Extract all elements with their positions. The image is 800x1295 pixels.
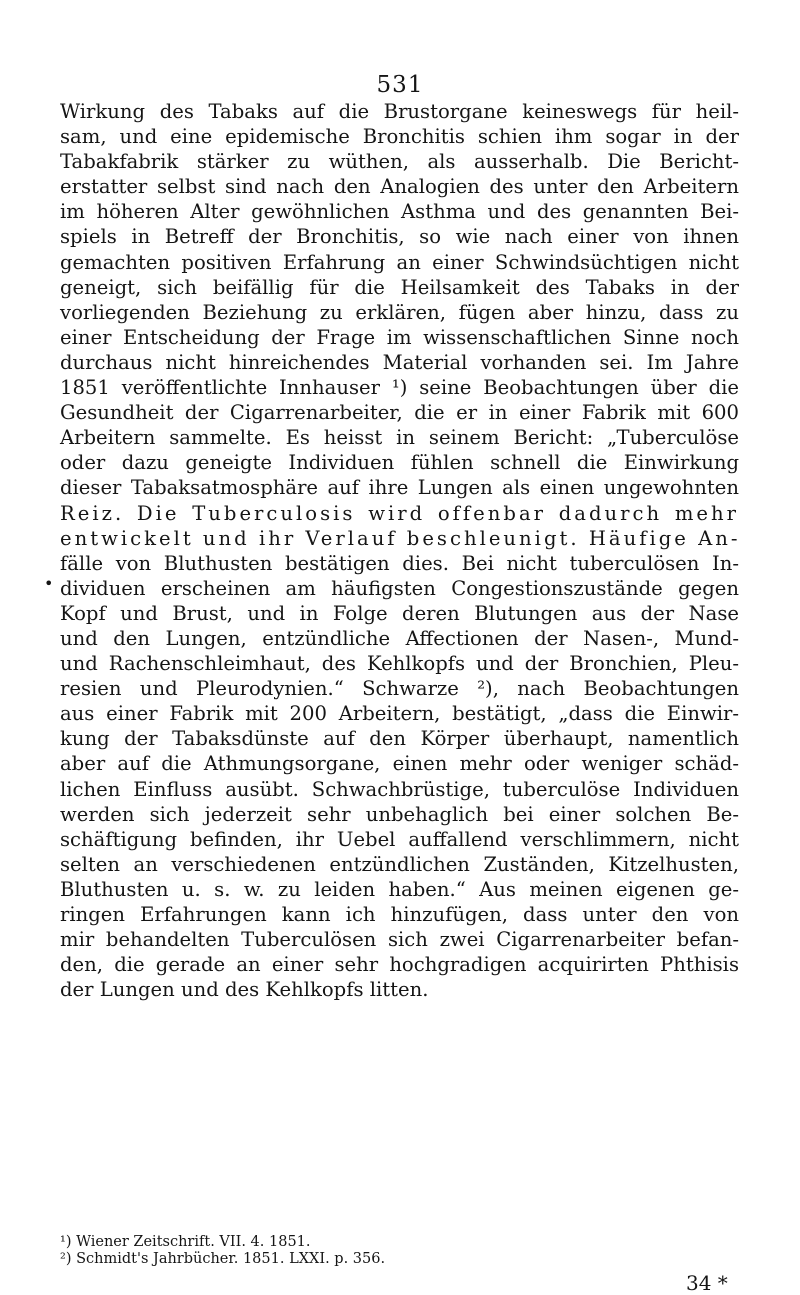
text-line: Gesundheit der Cigarrenarbeiter, die er in einer Fabrik mit 600 [60,401,739,425]
text-line: vorliegenden Beziehung zu erklären, fügen aber hinzu, dass zu [60,300,739,324]
text-line: lichen Einfluss ausübt. Schwachbrüstige, tuberculöse Individuen [60,777,739,801]
text-line: den, die gerade an einer sehr hochgradigen acquirirten Phthisis [60,953,739,977]
text-line: schäftigung befinden, ihr Uebel auffallend verschlimmern, nicht [60,827,739,851]
text-line: Tabakfabrik stärker zu wüthen, als ausserhalb. Die Bericht- [60,150,739,174]
text-line: werden sich jederzeit sehr unbehaglich bei einer solchen Be- [60,802,739,826]
text-line: gemachten positiven Erfahrung an einer Schwindsüchtigen nicht [60,250,739,274]
text-line: mir behandelten Tuberculösen sich zwei Cigarrenarbeiter befan- [60,928,739,952]
text-line: erstatter selbst sind nach den Analogien des unter den Arbeitern [60,175,739,199]
footnote: ¹) Wiener Zeitschrift. VII. 4. 1851. [60,1234,311,1250]
text-line: Arbeitern sammelte. Es heisst in seinem Bericht: „Tuberculöse [60,426,739,450]
text-line: Wirkung des Tabaks auf die Brustorgane keineswegs für heil- [60,100,739,123]
text-line: selten an verschiedenen entzündlichen Zuständen, Kitzelhusten, [60,852,739,876]
text-line: aber auf die Athmungsorgane, einen mehr oder weniger schäd- [60,752,739,776]
text-line: 1851 veröffentlichte Innhauser ¹) seine Beobachtungen über die [60,376,739,400]
text-line: einer Entscheidung der Frage im wissenschaftlichen Sinne noch [60,325,739,349]
margin-mark: • [44,574,54,593]
text-line: Reiz. Die Tuberculosis wird offenbar dadurch mehr [60,501,739,525]
text-line: resien und Pleurodynien.“ Schwarze ²), nach Beobachtungen [60,677,739,701]
text-line: oder dazu geneigte Individuen fühlen schnell die Einwirkung [60,451,739,475]
text-line: aus einer Fabrik mit 200 Arbeitern, bestätigt, „dass die Einwir- [60,702,739,726]
text-line: und den Lungen, entzündliche Affectionen der Nasen-, Mund- [60,626,739,650]
text-line: dieser Tabaksatmosphäre auf ihre Lungen als einen ungewohnten [60,476,739,500]
text-line: spiels in Betreff der Bronchitis, so wie nach einer von ihnen [60,225,739,249]
footnotes [60,1234,739,1268]
page-number: 531 [376,72,424,98]
text-line: fälle von Bluthusten bestätigen dies. Bei nicht tuberculösen In- [60,551,739,575]
body-text [60,99,739,1002]
text-line: der Lungen und des Kehlkopfs litten. [60,978,429,1002]
text-line: Kopf und Brust, und in Folge deren Blutungen aus der Nase [60,601,739,625]
text-line: entwickelt und ihr Verlauf beschleunigt. Häufige An- [60,526,741,550]
text-line: Bluthusten u. s. w. zu leiden haben.“ Aus meinen eigenen ge- [60,877,739,901]
text-line: im höheren Alter gewöhnlichen Asthma und des genannten Bei- [60,200,739,224]
text-line: kung der Tabaksdünste auf den Körper überhaupt, namentlich [60,727,739,751]
footnote: ²) Schmidt's Jahrbücher. 1851. LXXI. p. 356. [60,1251,386,1267]
text-line: und Rachenschleimhaut, des Kehlkopfs und der Bronchien, Pleu- [60,652,739,676]
signature-mark: 34 * [686,1271,728,1295]
text-line: sam, und eine epidemische Bronchitis schien ihm sogar in der [60,125,739,149]
text-line: dividuen erscheinen am häufigsten Congestionszustände gegen [60,576,739,600]
text-line: ringen Erfahrungen kann ich hinzufügen, dass unter den von [60,903,739,926]
text-line: geneigt, sich beifällig für die Heilsamkeit des Tabaks in der [60,275,739,299]
text-line: durchaus nicht hinreichendes Material vorhanden sei. Im Jahre [60,350,739,374]
